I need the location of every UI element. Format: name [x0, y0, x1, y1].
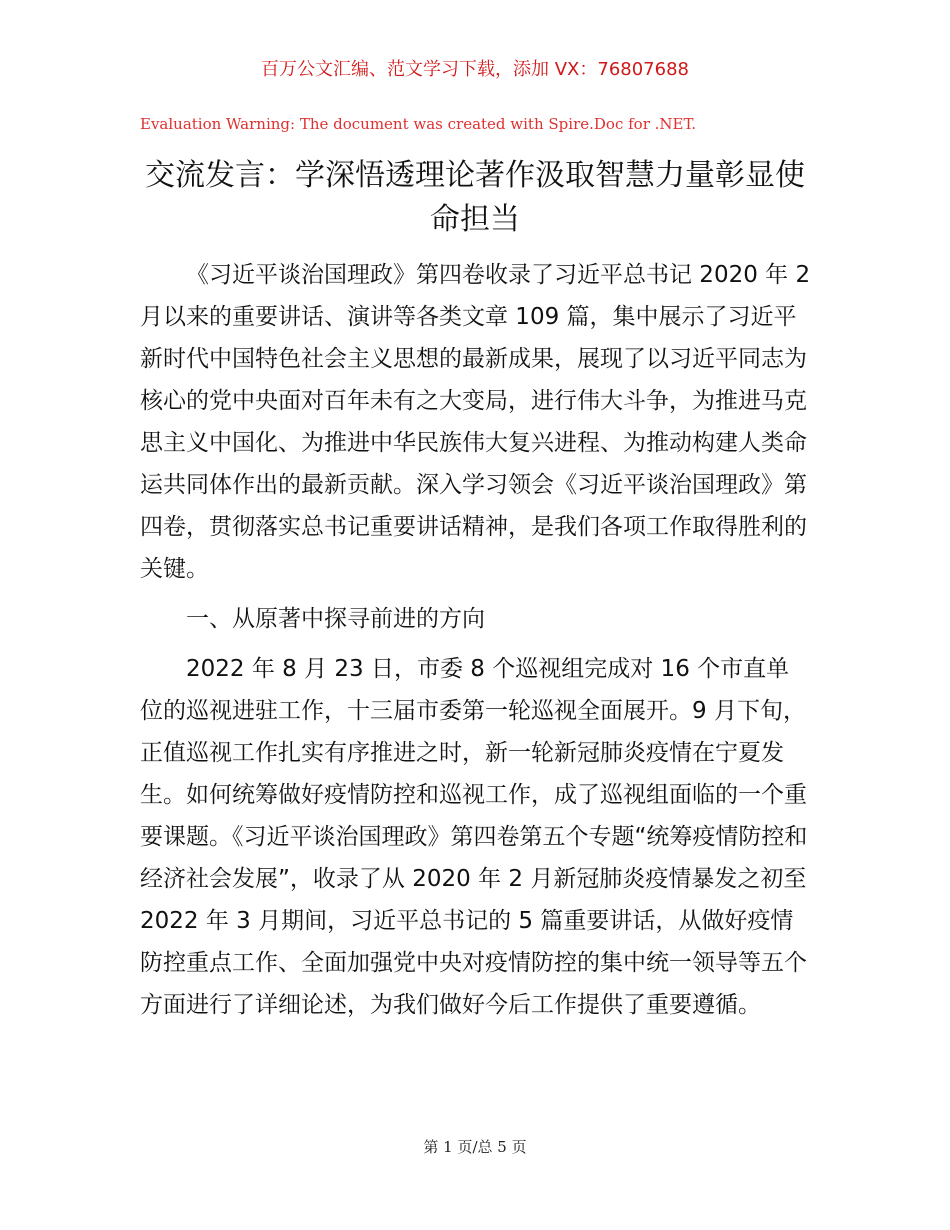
section-heading: 一、从原著中探寻前进的方向	[186, 606, 485, 632]
document-body	[140, 254, 812, 1034]
paragraph-section-one: 2022 年 8 月 23 日，市委 8 个巡视组完成对 16 个市直单位的巡视进驻工作，十三届市委第一轮巡视全面展开。9 月下旬，正值巡视工作扎实有序推进之时，新一轮新冠肺炎疫情在宁夏发生。如何统筹做好疫情防控和巡视工作，成了巡视组面临的一个重要课题。《习近平谈治国理政》第四卷第五个专题“统筹疫情防控和经济社会发展”，收录了从 2020 年 2 月新冠肺炎疫情暴发之初至 2022 年 3 月期间，习近平总书记的 5 篇重要讲话，从做好疫情防控重点工作、全面加强党中央对疫情防控的集中统一领导等五个方面进行了详细论述，为我们做好今后工作提供了重要遵循。	[140, 656, 808, 1018]
document-title: 交流发言：学深悟透理论著作汲取智慧力量彰显使命担当	[145, 158, 805, 237]
header-banner: 百万公文汇编、范文学习下载，添加 VX：76807688	[261, 59, 689, 80]
page-number: 第 1 页/总 5 页	[423, 1138, 527, 1156]
paragraph-intro: 《习近平谈治国理政》第四卷收录了习近平总书记 2020 年 2 月以来的重要讲话、演讲等各类文章 109 篇，集中展示了习近平新时代中国特色社会主义思想的最新成果，展现了以习近平同志为核心的党中央面对百年未有之大变局，进行伟大斗争，为推进马克思主义中国化、为推进中华民族伟大复兴进程、为推动构建人类命运共同体作出的最新贡献。深入学习领会《习近平谈治国理政》第四卷，贯彻落实总书记重要讲话精神，是我们各项工作取得胜利的关键。	[140, 262, 811, 582]
evaluation-warning: Evaluation Warning: The document was created with Spire.Doc for .NET.	[140, 115, 697, 133]
